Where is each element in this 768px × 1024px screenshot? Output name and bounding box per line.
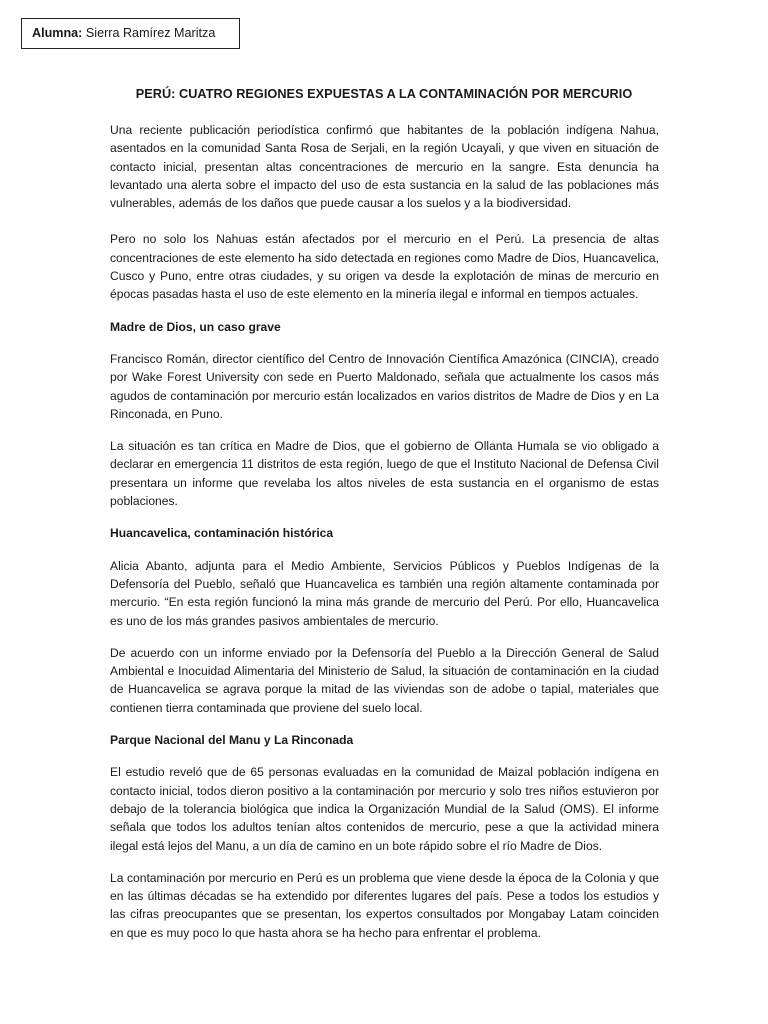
student-name-box bbox=[21, 18, 240, 49]
section-heading-huancavelica: Huancavelica, contaminación histórica bbox=[110, 526, 334, 541]
paragraph-intro: Una reciente publicación periodística confirmó que habitantes de la población indígena Nahua, asentados en la comunidad Santa Rosa de Serjali, en la región Ucayali, y que viven en situación de contacto inicial, presentan altas concentraciones de mercurio en la sangre. Esta denuncia ha levantado una alerta sobre el impacto del uso de esta sustancia en la salud de las poblaciones más vulnerables, además de los daños que puede causar a los suelos y a la biodiversidad. bbox=[110, 123, 659, 211]
document-title: PERÚ: CUATRO REGIONES EXPUESTAS A LA CONTAMINACIÓN POR MERCURIO bbox=[135, 87, 633, 101]
paragraph-francisco-roman: Francisco Román, director científico del Centro de Innovación Científica Amazónica (CINCIA), creado por Wake Forest University con sede en Puerto Maldonado, señala que actualmente los casos más agudos de contaminación por mercurio están localizados en varios distritos de Madre de Dios y en La Rinconada, en Puno. bbox=[110, 351, 659, 421]
student-label: Alumna: bbox=[32, 26, 83, 40]
paragraph-emergency: La situación es tan crítica en Madre de Dios, que el gobierno de Ollanta Humala se vio obligado a declarar en emergencia 11 distritos de esta región, luego de que el Instituto Nacional de Defensa Civil presentara un informe que revelaba los altos niveles de esta sustancia en el organismo de estas poblaciones. bbox=[110, 439, 659, 509]
document-body bbox=[110, 121, 659, 956]
section-heading-madre-de-dios: Madre de Dios, un caso grave bbox=[110, 319, 281, 334]
paragraph-alicia-abanto: Alicia Abanto, adjunta para el Medio Ambiente, Servicios Públicos y Pueblos Indígenas de la Defensoría del Pueblo, señaló que Huancavelica es también una región altamente contaminada por mercurio. “En esta región funcionó la mina más grande de mercurio del Perú. Por ello, Huancavelica es uno de los más grandes pasivos ambientales de mercurio. bbox=[110, 558, 659, 628]
paragraph-defensoria-report: De acuerdo con un informe enviado por la Defensoría del Pueblo a la Dirección General de Salud Ambiental e Inocuidad Alimentaria del Ministerio de Salud, la situación de contaminación en la ciudad de Huancavelica se agrava porque la mitad de las viviendas son de adobe o tapial, materiales que contienen tierra contaminada que proviene del suelo local. bbox=[110, 645, 659, 715]
paragraph-regions: Pero no solo los Nahuas están afectados por el mercurio en el Perú. La presencia de altas concentraciones de este elemento ha sido detectada en regiones como Madre de Dios, Huancavelica, Cusco y Puno, entre otras ciudades, y su origen va desde la explotación de minas de mercurio en épocas pasadas hasta el uso de este elemento en la minería ilegal e informal en tiempos actuales. bbox=[110, 232, 659, 302]
student-name: Sierra Ramírez Maritza bbox=[85, 26, 216, 40]
paragraph-study-maizal: El estudio reveló que de 65 personas evaluadas en la comunidad de Maizal población indígena en contacto inicial, todos dieron positivo a la contaminación por mercurio y solo tres niños estuvieron por debajo de la tolerancia biológica que indica la Organización Mundial de la Salud (OMS). El informe señala que todos los adultos tenían altos contenidos de mercurio, pese a que la actividad minera ilegal está lejos del Manu, a un día de camino en un bote rápido sobre el río Madre de Dios. bbox=[110, 765, 659, 853]
section-heading-manu-rinconada: Parque Nacional del Manu y La Rinconada bbox=[110, 733, 354, 748]
paragraph-conclusion: La contaminación por mercurio en Perú es un problema que viene desde la época de la Colonia y que en las últimas décadas se ha extendido por diferentes lugares del país. Pese a todos los estudios y las cifras preocupantes que se presentan, los expertos consultados por Mongabay Latam coinciden en que es muy poco lo que hasta ahora se ha hecho para enfrentar el problema. bbox=[110, 870, 659, 940]
